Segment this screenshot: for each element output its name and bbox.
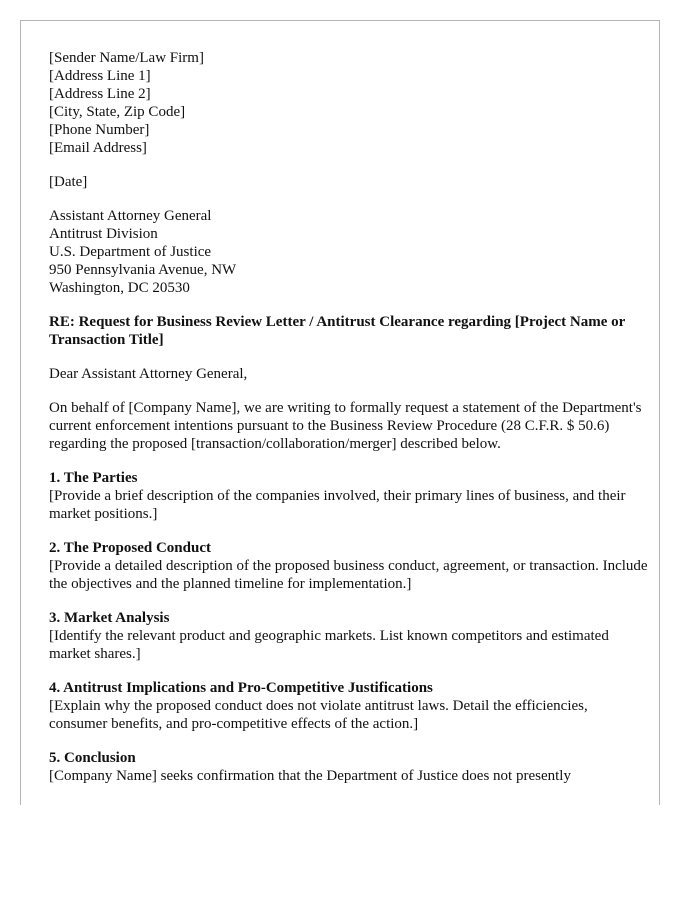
section-antitrust-implications <box>49 679 649 733</box>
sender-address-line-1: [Address Line 1] <box>49 68 151 84</box>
salutation: Dear Assistant Attorney General, <box>49 366 248 382</box>
section-conclusion <box>49 749 649 785</box>
recipient-department: U.S. Department of Justice <box>49 244 212 260</box>
sender-city-state-zip: [City, State, Zip Code] <box>49 104 186 120</box>
section-body: [Provide a brief description of the companies involved, their primary lines of business, and their market positions.] <box>49 488 626 522</box>
subject-line: RE: Request for Business Review Letter / Antitrust Clearance regarding [Project Name or Transaction Title] <box>49 314 626 348</box>
section-parties <box>49 469 649 523</box>
section-heading: 1. The Parties <box>49 470 138 486</box>
letter-page <box>20 20 660 805</box>
section-body: [Company Name] seeks confirmation that the Department of Justice does not presently <box>49 768 571 784</box>
recipient-division: Antitrust Division <box>49 226 158 242</box>
sender-email: [Email Address] <box>49 140 147 156</box>
sender-name: [Sender Name/Law Firm] <box>49 50 204 66</box>
letter-content <box>49 49 649 801</box>
sender-phone: [Phone Number] <box>49 122 150 138</box>
section-body: [Provide a detailed description of the proposed business conduct, agreement, or transaction. Include the objectives and the planned timeline for implementation.] <box>49 558 648 592</box>
recipient-block <box>49 207 649 297</box>
section-proposed-conduct <box>49 539 649 593</box>
sender-address-line-2: [Address Line 2] <box>49 86 151 102</box>
section-heading: 5. Conclusion <box>49 750 136 766</box>
recipient-street: 950 Pennsylvania Avenue, NW <box>49 262 237 278</box>
section-body: [Explain why the proposed conduct does not violate antitrust laws. Detail the efficiencies, consumer benefits, and pro-competitive effects of the action.] <box>49 698 588 732</box>
date-block <box>49 173 649 191</box>
section-heading: 3. Market Analysis <box>49 610 170 626</box>
section-heading: 4. Antitrust Implications and Pro-Competitive Justifications <box>49 680 433 696</box>
recipient-city: Washington, DC 20530 <box>49 280 190 296</box>
intro-paragraph: On behalf of [Company Name], we are writing to formally request a statement of the Department's current enforcement intentions pursuant to the Business Review Procedure (28 C.F.R. $ 50.6) regarding the proposed [transaction/collaboration/merger] described below. <box>49 400 642 452</box>
section-market-analysis <box>49 609 649 663</box>
section-heading: 2. The Proposed Conduct <box>49 540 211 556</box>
sender-block <box>49 49 649 157</box>
recipient-title: Assistant Attorney General <box>49 208 212 224</box>
section-body: [Identify the relevant product and geographic markets. List known competitors and estimated market shares.] <box>49 628 609 662</box>
letter-date: [Date] <box>49 174 88 190</box>
